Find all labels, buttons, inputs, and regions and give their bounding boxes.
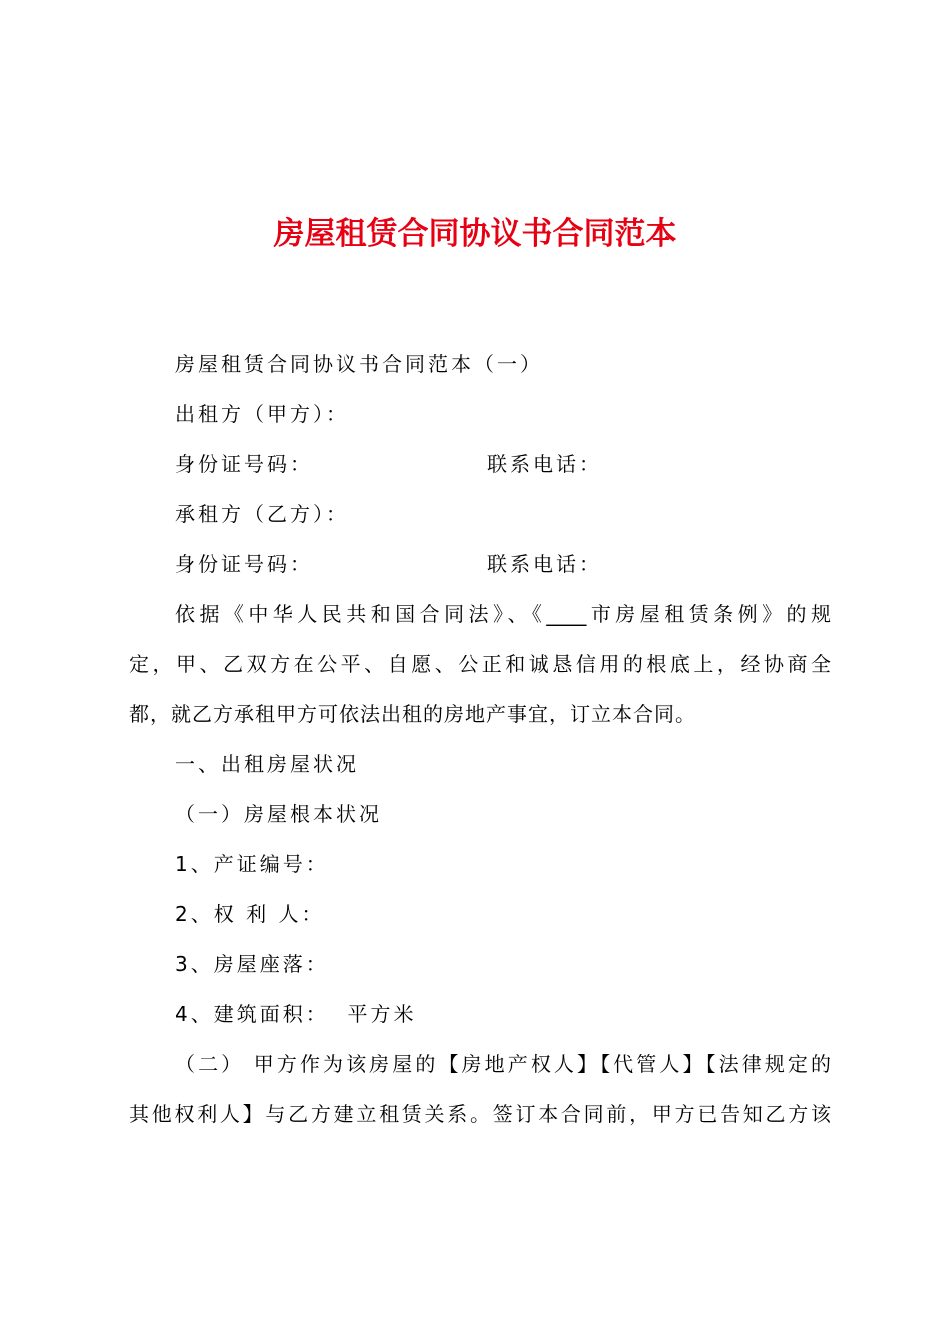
paragraph-line: 其他权利人】与乙方建立租赁关系。签订本合同前，甲方已告知乙方该 (129, 1102, 831, 1126)
subsection-heading: （一）房屋根本状况 (175, 802, 382, 826)
lessor-label: 出租方（甲方）： (175, 402, 349, 426)
lessor-id-label: 身份证号码： (175, 452, 313, 476)
paragraph-line: （二） 甲方作为该房屋的【房地产权人】【代管人】【法律规定的 (175, 1052, 831, 1076)
lessor-id-row (175, 452, 855, 476)
paragraph-line: 依据《中华人民共和国合同法》、《____市房屋租赁条例》的规 (175, 602, 831, 626)
list-item: 3、房屋座落： (175, 952, 329, 976)
list-item: 4、建筑面积： 平方米 (175, 1002, 417, 1026)
paragraph-line: 都，就乙方承租甲方可依法出租的房地产事宜，订立本合同。 (129, 702, 696, 726)
contract-subtitle: 房屋租赁合同协议书合同范本（一） (175, 352, 543, 376)
lessee-id-label: 身份证号码： (175, 552, 313, 576)
lessor-phone-label: 联系电话： (487, 452, 602, 476)
lessee-phone-label: 联系电话： (487, 552, 602, 576)
section-heading: 一、出租房屋状况 (175, 752, 359, 776)
lessee-label: 承租方（乙方）： (175, 502, 349, 526)
document-title: 房屋租赁合同协议书合同范本 (273, 216, 677, 252)
paragraph-line: 定，甲、乙双方在公平、自愿、公正和诚恳信用的根底上，经协商全 (129, 652, 831, 676)
list-item: 1、产证编号： (175, 852, 329, 876)
list-item: 2、权 利 人： (175, 902, 325, 926)
lessee-id-row (175, 552, 855, 576)
